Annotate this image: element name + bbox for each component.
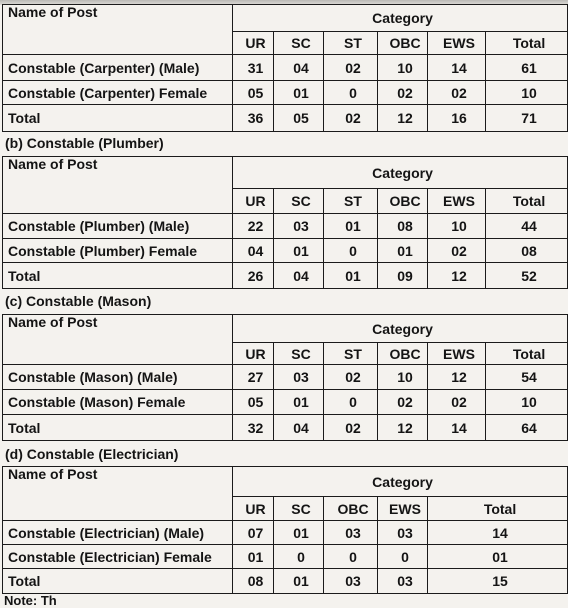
st-cell: 0 [324,81,378,105]
ews-cell: 12 [428,365,486,390]
name-of-post-header: Name of Post [3,467,233,521]
ews-cell: 02 [428,390,486,415]
st-cell: 0 [324,390,378,415]
col-header-obc: OBC [378,343,428,365]
sc-cell: 01 [274,81,324,105]
category-header: Category [233,467,568,497]
col-header-st: ST [324,343,378,365]
ews-cell: 02 [428,81,486,105]
post-name-cell: Constable (Plumber) (Male) [3,214,233,239]
post-name-cell: Constable (Electrician) Female [3,545,233,569]
total-row [3,415,568,441]
ews-cell: 16 [428,105,486,132]
table-row [3,239,568,263]
col-header-ur: UR [233,189,274,214]
ews-cell: 10 [428,214,486,239]
col-header-obc: OBC [378,189,428,214]
table-row [3,214,568,239]
total-row [3,105,568,132]
total-cell: 15 [428,569,568,594]
st-cell: 0 [324,239,378,263]
name-of-post-header: Name of Post [3,5,233,55]
col-header-st: ST [324,32,378,55]
electrician-table [2,466,568,594]
section-caption-mason: (c) Constable (Mason) [5,293,152,309]
ews-cell: 14 [428,415,486,441]
sc-cell: 05 [274,105,324,132]
obc-cell: 02 [378,390,428,415]
total-cell: 54 [486,365,568,390]
st-cell: 01 [324,263,378,289]
obc-cell: 09 [378,263,428,289]
sc-cell: 01 [274,521,324,545]
plumber-table [2,156,568,289]
name-of-post-header: Name of Post [3,157,233,214]
col-header-total: Total [486,189,568,214]
obc-cell: 12 [378,105,428,132]
post-name-cell: Constable (Mason) Female [3,390,233,415]
col-header-ews: EWS [378,497,428,521]
total-row [3,569,568,594]
note-text-fragment: Note: Th [4,593,57,608]
sc-cell: 01 [274,569,324,594]
ur-cell: 26 [233,263,274,289]
col-header-ur: UR [233,497,274,521]
ews-cell: 03 [378,569,428,594]
sc-cell: 03 [274,365,324,390]
total-cell: 10 [486,81,568,105]
col-header-sc: SC [274,32,324,55]
post-name-cell: Constable (Carpenter) (Male) [3,55,233,81]
obc-cell: 01 [378,239,428,263]
ur-cell: 22 [233,214,274,239]
col-header-obc: OBC [378,32,428,55]
ur-cell: 04 [233,239,274,263]
ews-cell: 12 [428,263,486,289]
ur-cell: 27 [233,365,274,390]
obc-cell: 0 [324,545,378,569]
obc-cell: 03 [324,569,378,594]
col-header-total: Total [486,343,568,365]
total-cell: 08 [486,239,568,263]
ur-cell: 36 [233,105,274,132]
sc-cell: 04 [274,415,324,441]
total-cell: 71 [486,105,568,132]
st-cell: 01 [324,214,378,239]
col-header-sc: SC [274,189,324,214]
total-cell: 01 [428,545,568,569]
section-caption-electrician: (d) Constable (Electrician) [5,446,179,462]
ur-cell: 01 [233,545,274,569]
col-header-sc: SC [274,497,324,521]
ur-cell: 08 [233,569,274,594]
carpenter-table [2,4,568,132]
name-of-post-header: Name of Post [3,315,233,365]
obc-cell: 08 [378,214,428,239]
ur-cell: 07 [233,521,274,545]
col-header-ews: EWS [428,343,486,365]
total-cell: 10 [486,390,568,415]
col-header-ur: UR [233,32,274,55]
sc-cell: 04 [274,263,324,289]
table-row [3,81,568,105]
total-row [3,263,568,289]
post-name-cell: Total [3,415,233,441]
mason-table [2,314,568,441]
sc-cell: 01 [274,239,324,263]
ews-cell: 03 [378,521,428,545]
post-name-cell: Constable (Plumber) Female [3,239,233,263]
sc-cell: 03 [274,214,324,239]
col-header-ews: EWS [428,189,486,214]
ur-cell: 31 [233,55,274,81]
post-name-cell: Constable (Mason) (Male) [3,365,233,390]
sc-cell: 01 [274,390,324,415]
table-row [3,521,568,545]
category-header: Category [233,315,568,343]
st-cell: 02 [324,365,378,390]
table-row [3,390,568,415]
col-header-ews: EWS [428,32,486,55]
post-name-cell: Total [3,263,233,289]
post-name-cell: Constable (Electrician) (Male) [3,521,233,545]
st-cell: 02 [324,105,378,132]
ur-cell: 32 [233,415,274,441]
col-header-sc: SC [274,343,324,365]
col-header-obc: OBC [324,497,378,521]
obc-cell: 02 [378,81,428,105]
post-name-cell: Total [3,105,233,132]
section-caption-plumber: (b) Constable (Plumber) [5,135,164,151]
total-cell: 52 [486,263,568,289]
col-header-total: Total [428,497,568,521]
total-cell: 61 [486,55,568,81]
col-header-st: ST [324,189,378,214]
st-cell: 02 [324,415,378,441]
col-header-total: Total [486,32,568,55]
total-cell: 14 [428,521,568,545]
total-cell: 44 [486,214,568,239]
obc-cell: 12 [378,415,428,441]
sc-cell: 04 [274,55,324,81]
st-cell: 02 [324,55,378,81]
ur-cell: 05 [233,390,274,415]
obc-cell: 10 [378,55,428,81]
table-row [3,545,568,569]
post-name-cell: Constable (Carpenter) Female [3,81,233,105]
ews-cell: 14 [428,55,486,81]
category-header: Category [233,157,568,189]
ews-cell: 02 [428,239,486,263]
total-cell: 64 [486,415,568,441]
obc-cell: 03 [324,521,378,545]
ews-cell: 0 [378,545,428,569]
table-row [3,365,568,390]
table-row [3,55,568,81]
sc-cell: 0 [274,545,324,569]
ur-cell: 05 [233,81,274,105]
obc-cell: 10 [378,365,428,390]
post-name-cell: Total [3,569,233,594]
category-header: Category [233,5,568,32]
col-header-ur: UR [233,343,274,365]
